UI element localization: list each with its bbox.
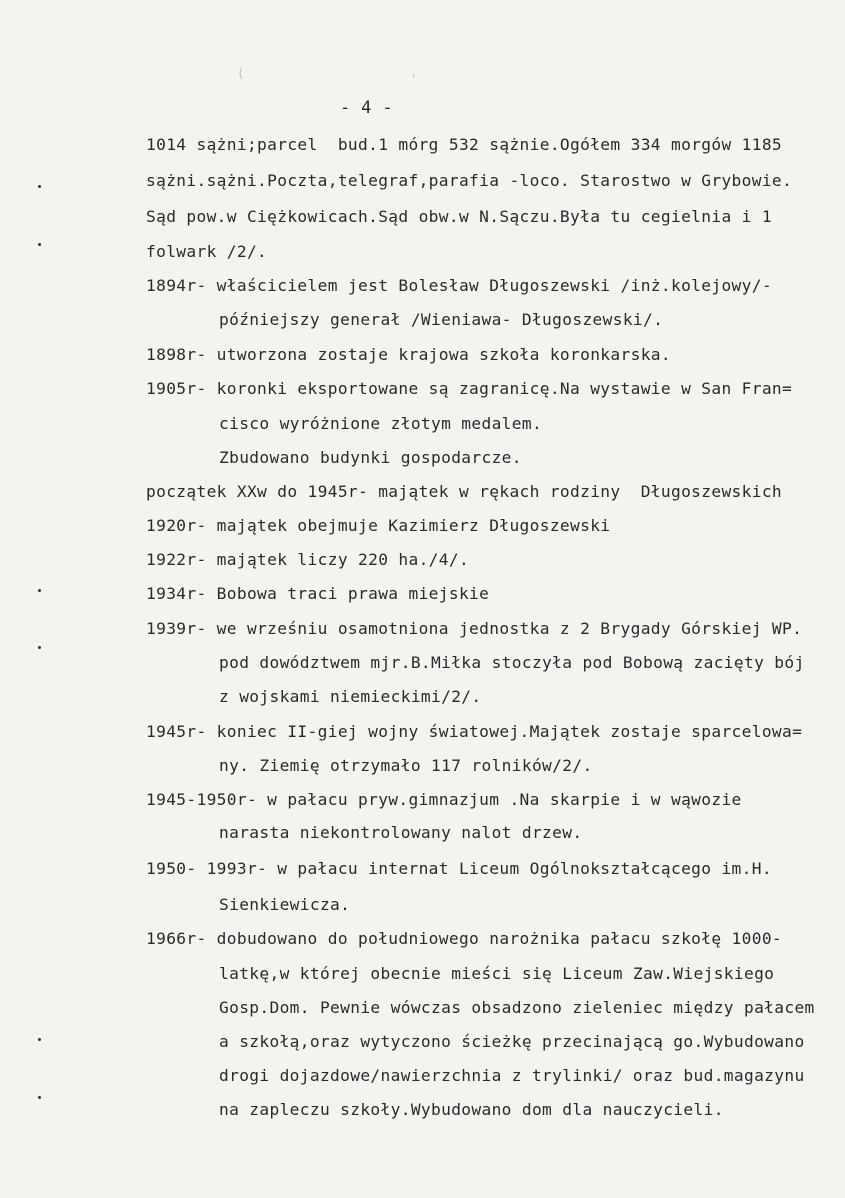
text-line-2: sążni.sążni.Poczta,telegraf,parafia -loco. Starostwo w Grybowie.	[146, 171, 793, 190]
text-line-23: Sienkiewicza.	[219, 895, 351, 914]
margin-dot-4	[38, 646, 41, 649]
text-line-15: 1939r- we wrześniu osamotniona jednostka z 2 Brygady Górskiej WP.	[146, 619, 803, 638]
text-line-1: 1014 sążni;parcel bud.1 mórg 532 sążnie.Ogółem 334 morgów 1185	[146, 135, 783, 154]
text-line-8: 1905r- koronki eksportowane są zagranicę.Na wystawie w San Fran=	[146, 379, 793, 398]
text-line-10: Zbudowano budynki gospodarcze.	[219, 448, 522, 467]
page-number: - 4 -	[340, 98, 393, 118]
text-line-9: cisco wyróżnione złotym medalem.	[219, 414, 543, 433]
text-line-7: 1898r- utworzona zostaje krajowa szkoła koronkarska.	[146, 345, 671, 364]
text-line-27: a szkołą,oraz wytyczono ścieżkę przecinającą go.Wybudowano	[219, 1032, 805, 1051]
margin-dot-5	[38, 1038, 41, 1041]
text-line-3: Sąd pow.w Ciężkowicach.Sąd obw.w N.Sączu.Była tu cegielnia i 1	[146, 207, 772, 226]
margin-dot-6	[38, 1096, 41, 1099]
text-line-28: drogi dojazdowe/nawierzchnia z trylinki/ oraz bud.magazynu	[219, 1066, 805, 1085]
text-line-29: na zapleczu szkoły.Wybudowano dom dla nauczycieli.	[219, 1100, 724, 1119]
text-line-12: 1920r- majątek obejmuje Kazimierz Długoszewski	[146, 516, 611, 535]
text-line-18: 1945r- koniec II-giej wojny światowej.Majątek zostaje sparcelowa=	[146, 722, 803, 741]
margin-dot-3	[38, 589, 41, 592]
text-line-17: z wojskami niemieckimi/2/.	[219, 687, 482, 706]
text-line-22: 1950- 1993r- w pałacu internat Liceum Ogólnokształcącego im.H.	[146, 859, 772, 878]
text-line-26: Gosp.Dom. Pewnie wówczas obsadzono zieleniec między pałacem	[219, 998, 815, 1017]
text-line-24: 1966r- dobudowano do południowego narożnika pałacu szkołę 1000-	[146, 929, 783, 948]
text-line-20: 1945-1950r- w pałacu pryw.gimnazjum .Na skarpie i w wąwozie	[146, 790, 742, 809]
faint-mark-left: (	[237, 66, 245, 80]
text-line-16: pod dowództwem mjr.B.Miłka stoczyła pod Bobową zacięty bój	[219, 653, 805, 672]
text-line-11: początek XXw do 1945r- majątek w rękach rodziny Długoszewskich	[146, 482, 783, 501]
margin-dot-1	[38, 185, 41, 188]
text-line-21: narasta niekontrolowany nalot drzew.	[219, 823, 583, 842]
text-line-14: 1934r- Bobowa traci prawa miejskie	[146, 584, 490, 603]
text-line-4: folwark /2/.	[146, 242, 268, 261]
text-line-25: latkę,w której obecnie mieści się Liceum Zaw.Wiejskiego	[219, 964, 775, 983]
margin-dot-2	[38, 243, 41, 246]
text-line-13: 1922r- majątek liczy 220 ha./4/.	[146, 550, 470, 569]
text-line-6: późniejszy generał /Wieniawa- Długoszewski/.	[219, 310, 664, 329]
text-line-5: 1894r- właścicielem jest Bolesław Długoszewski /inż.kolejowy/-	[146, 276, 772, 295]
text-line-19: ny. Ziemię otrzymało 117 rolników/2/.	[219, 756, 593, 775]
faint-mark-right: '	[410, 72, 418, 86]
